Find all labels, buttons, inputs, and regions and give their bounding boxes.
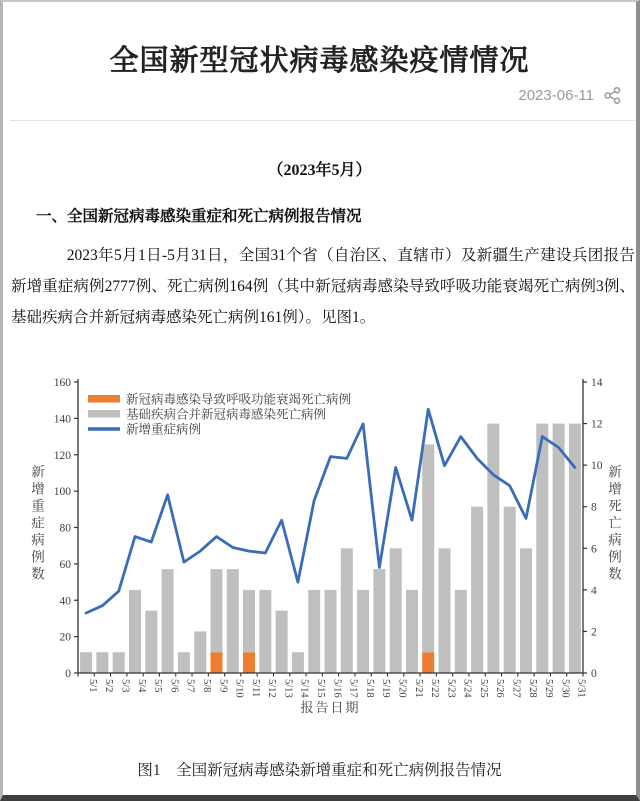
svg-text:5/5: 5/5	[152, 679, 164, 693]
svg-text:5/13: 5/13	[282, 679, 294, 698]
svg-text:例: 例	[608, 549, 622, 565]
svg-text:4: 4	[591, 584, 597, 597]
svg-text:5/6: 5/6	[168, 679, 180, 693]
svg-text:5/14: 5/14	[298, 679, 310, 698]
svg-text:5/10: 5/10	[233, 679, 245, 698]
svg-text:5/19: 5/19	[380, 679, 392, 698]
header-divider	[10, 120, 636, 121]
svg-text:0: 0	[591, 668, 597, 680]
svg-text:60: 60	[59, 558, 71, 571]
svg-text:5/20: 5/20	[396, 679, 408, 698]
svg-text:5/8: 5/8	[200, 679, 212, 693]
svg-text:100: 100	[53, 486, 71, 499]
svg-text:20: 20	[59, 631, 71, 644]
svg-text:5/18: 5/18	[363, 679, 375, 698]
svg-text:5/17: 5/17	[347, 679, 359, 698]
svg-text:5/31: 5/31	[575, 679, 587, 698]
svg-text:数: 数	[31, 566, 45, 582]
svg-text:增: 增	[608, 481, 622, 497]
svg-text:5/9: 5/9	[217, 679, 229, 693]
svg-text:例: 例	[31, 549, 45, 565]
svg-text:80: 80	[59, 522, 71, 535]
svg-text:0: 0	[65, 668, 71, 680]
svg-text:40: 40	[59, 595, 71, 608]
share-icon[interactable]	[603, 86, 622, 105]
svg-text:160: 160	[53, 377, 71, 389]
svg-text:5/26: 5/26	[494, 679, 506, 698]
svg-text:病: 病	[31, 532, 45, 548]
figure1	[23, 375, 633, 720]
svg-text:5/24: 5/24	[461, 679, 473, 698]
svg-text:重: 重	[31, 498, 45, 514]
svg-text:5/2: 5/2	[103, 679, 115, 693]
body-paragraph: 2023年5月1日-5月31日，全国31个省（自治区、直辖市）及新疆生产建设兵团报告新增重症病例2777例、死亡病例164例（其中新冠病毒感染导致呼吸功能衰竭死亡病例3例、基础疾病合并新冠病毒感染死亡病例161例）。见图1。	[11, 247, 635, 326]
svg-text:病: 病	[608, 532, 622, 548]
svg-text:5/12: 5/12	[266, 679, 278, 698]
svg-text:新: 新	[31, 464, 45, 480]
report-month-subtitle: （2023年5月）	[267, 162, 372, 179]
publish-date: 2023-06-11	[518, 87, 594, 104]
svg-text:数: 数	[608, 566, 622, 582]
svg-text:5/29: 5/29	[543, 679, 555, 698]
svg-text:5/30: 5/30	[559, 679, 571, 698]
svg-text:5/3: 5/3	[119, 679, 131, 693]
svg-text:5/23: 5/23	[445, 679, 457, 698]
svg-text:死: 死	[608, 498, 622, 514]
svg-text:5/4: 5/4	[135, 679, 147, 693]
svg-text:基础疾病合并新冠病毒感染死亡病例: 基础疾病合并新冠病毒感染死亡病例	[126, 407, 327, 422]
svg-text:5/7: 5/7	[184, 679, 196, 693]
svg-text:5/27: 5/27	[510, 679, 522, 698]
svg-text:报告日期: 报告日期	[300, 700, 361, 715]
svg-text:5/28: 5/28	[526, 679, 538, 698]
svg-text:120: 120	[53, 449, 71, 462]
svg-text:5/1: 5/1	[86, 679, 98, 693]
svg-text:5/11: 5/11	[249, 679, 261, 698]
svg-text:5/21: 5/21	[412, 679, 424, 698]
svg-text:140: 140	[53, 413, 71, 426]
figure1-chart	[23, 375, 633, 720]
meta-row	[518, 86, 622, 105]
svg-text:症: 症	[31, 515, 45, 531]
svg-text:12: 12	[591, 418, 603, 431]
svg-text:增: 增	[31, 481, 45, 497]
svg-text:5/25: 5/25	[477, 679, 489, 698]
svg-text:5/15: 5/15	[315, 679, 327, 698]
figure-caption: 图1 全国新冠病毒感染新增重症和死亡病例报告情况	[137, 762, 502, 779]
svg-text:亡: 亡	[608, 515, 622, 531]
section-heading: 一、全国新冠病毒感染重症和死亡病例报告情况	[36, 208, 362, 225]
svg-text:新增重症病例: 新增重症病例	[126, 422, 202, 437]
svg-text:5/16: 5/16	[331, 679, 343, 698]
svg-text:8: 8	[591, 501, 597, 514]
svg-text:14: 14	[591, 377, 603, 389]
svg-text:2: 2	[591, 626, 597, 639]
article-title: 全国新型冠状病毒感染疫情情况	[109, 45, 530, 78]
svg-text:新: 新	[608, 464, 622, 480]
svg-text:6: 6	[591, 543, 597, 556]
svg-text:5/22: 5/22	[429, 679, 441, 698]
svg-text:新冠病毒感染导致呼吸功能衰竭死亡病例: 新冠病毒感染导致呼吸功能衰竭死亡病例	[126, 392, 352, 407]
svg-text:10: 10	[591, 460, 603, 473]
